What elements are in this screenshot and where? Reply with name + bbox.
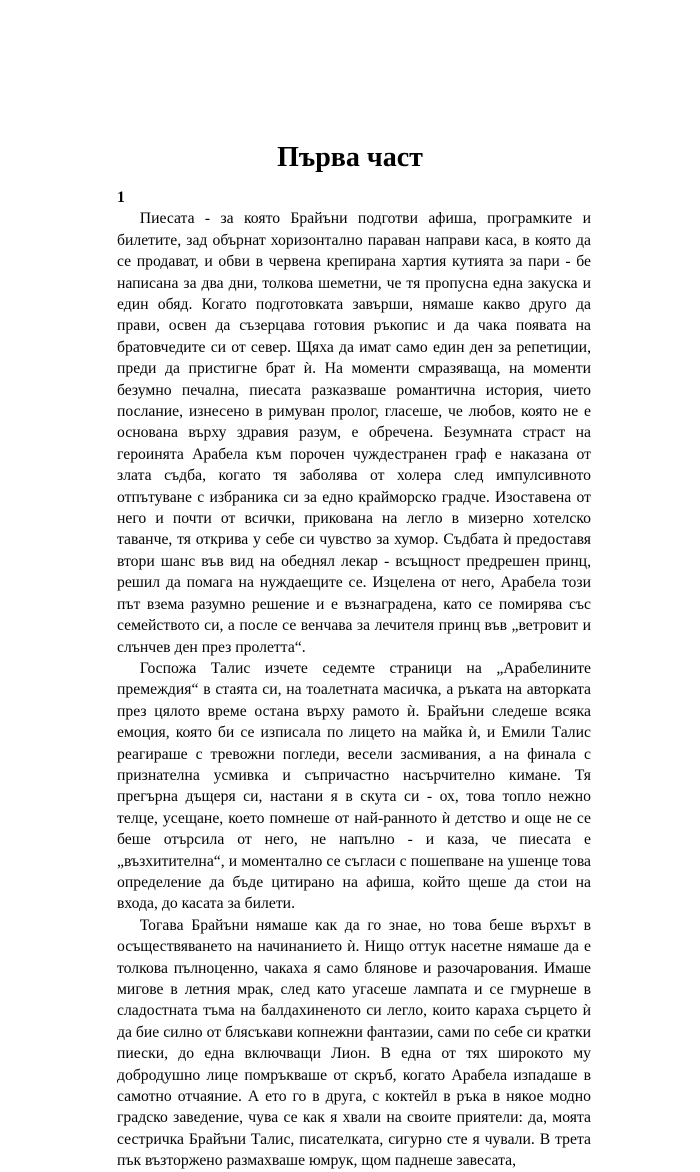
paragraph: Пиесата - за която Брайъни подготви афиша, програмките и билетите, зад обърнат хоризонтално параван направи каса, в която да се продават, и обви в червена крепирана хартия кутията за пари - бе написана за два дни, толкова шеметни, че тя пропусна една закуска и един обяд. Когато подготовката завърши, нямаше какво друго да прави, освен да съзерцава готовия ръкопис и да чака появата на братовчедите си от север. Щяха да имат само един ден за репетиции, преди да пристигне брат ѝ. На моменти смразяваща, на моменти безумно печална, пиесата разказваше романтична история, чието послание, изнесено в римуван пролог, гласеше, че любов, която не е основана върху здравия разум, е обречена. Безумната страст на героинята Арабела към порочен чуждестранен граф е наказана от злата съдба, когато тя заболява от холера след импулсивното отпътуване с избраника си за едно крайморско градче. Изоставена от него и почти от всички, прикована на легло в мизерно хотелско таванче, тя открива у себе си чувство за хумор. Съдбата ѝ предоставя втори шанс във вид на обеднял лекар - всъщност предрешен принц, решил да помага на нуждаещите се. Изцелена от него, Арабела този път взема разумно решение и е възнаградена, като се помирява със семейството си, а после се венчава за лечителя принц във „ветровит и слънчев ден през пролетта“. [117,210,591,656]
page-body [117,187,591,1172]
paragraph: Госпожа Талис изчете седемте страници на „Арабелините премеждия“ в стаята си, на тоалетната масичка, а ръката на авторката през цялото време остана върху рамото ѝ. Брайъни следеше всяка емоция, която би се изписала по лицето на майка ѝ, и Емили Талис реагираше с тревожни погледи, весели засмивания, а на финала с признателна усмивка и съпричастно насърчително кимане. Тя прегърна дъщеря си, настани я в скута си - ох, това топло нежно телце, усещане, което помнеше от най-ранното ѝ детство и още не се беше отърсила от него, не напълно - и каза, че пиесата е „възхитителна“, и моментално се съгласи с пошепване на ушенце това определение да бъде цитирано на афиша, който щеше да стои на входа, до касата за билети. [117,659,591,913]
paragraph: Тогава Брайъни нямаше как да го знае, но това беше върхът в осъществяването на начинанието ѝ. Нищо оттук насетне нямаше да е толкова пълноценно, чакаха я само блянове и разочарования. Имаше мигове в летния мрак, след като угасеше лампата и се гмурнеше в сладостната тъма на балдахиненото си легло, които караха сърцето ѝ да бие силно от блясъкави копнежни фантазии, сами по себе си кратки пиески, до една включващи Лион. В една от тях широкото му добродушно лице помръкваше от скръб, когато Арабела изпадаше в самотно отчаяние. А ето го в друга, с коктейл в ръка в някое модно градско заведение, чува се как я хвали на своите приятели: да, моята сестричка Брайъни Талис, писателката, сигурно сте я чували. В трета пък възторжено размахваше юмрук, щом паднеше завесата, [117,916,591,1170]
chapter-number: 1 [117,189,125,206]
part-title: Първа част [277,142,423,173]
